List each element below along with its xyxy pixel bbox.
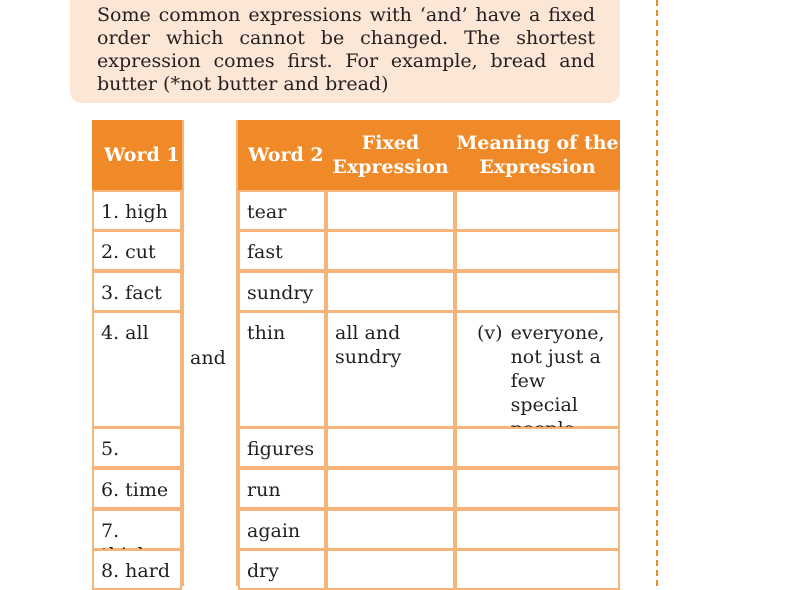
meaning-content (477, 321, 611, 441)
table-cell-word1 (92, 468, 182, 509)
table-cell-fixed[interactable] (326, 549, 455, 590)
instruction-note-text: Some common expressions with ‘and’ have a fixed order which cannot be changed. The shortest expression comes first. For example, bread and butter (*not butter and bread) (97, 4, 595, 95)
header-word1: Word 1 (92, 120, 182, 190)
table-cell-word2 (238, 509, 326, 550)
header-fixed-expression: Fixed Expression (326, 120, 455, 190)
meaning-text: everyone, not just a few special (510, 322, 605, 416)
table-cell-word1 (92, 311, 182, 428)
table-cell-fixed[interactable] (326, 271, 455, 312)
cell-text: fast (247, 241, 283, 263)
table-cell-fixed[interactable] (326, 468, 455, 509)
table-cell-word2 (238, 190, 326, 231)
cell-text: 3. fact (101, 282, 162, 304)
cell-text: figures (247, 438, 315, 460)
table-cell-word2 (238, 468, 326, 509)
page-margin-dashed-line (656, 0, 658, 586)
cell-text: again (247, 520, 301, 542)
table-cell-fixed[interactable] (326, 230, 455, 271)
table-cell-word1 (92, 230, 182, 271)
connector-and: and (190, 347, 226, 369)
header-meaning: Meaning of the Expression (455, 120, 620, 190)
cell-text: 6. time (101, 479, 169, 501)
table-cell-word2 (238, 271, 326, 312)
meaning-part-of-speech: (v) (477, 322, 503, 344)
table-cell-fixed[interactable] (326, 427, 455, 468)
table-cell-word1 (92, 509, 182, 550)
cell-text: 7. (101, 520, 120, 542)
cell-text: all and sundry (335, 322, 402, 368)
cell-text: 8. hard (101, 560, 170, 582)
table-cell-word2 (238, 311, 326, 428)
header-word2: Word 2 (238, 120, 326, 190)
table-cell-word1 (92, 190, 182, 231)
table-cell-word2 (238, 427, 326, 468)
table-cell-meaning[interactable] (455, 311, 620, 428)
table-cell-meaning[interactable] (455, 190, 620, 231)
cell-text: 1. high (101, 201, 168, 223)
table-cell-fixed[interactable] (326, 311, 455, 428)
cell-text: thin (247, 322, 286, 344)
table-cell-fixed[interactable] (326, 190, 455, 231)
table-cell-word1 (92, 271, 182, 312)
table-cell-fixed[interactable] (326, 509, 455, 550)
cell-text: dry (247, 560, 279, 582)
cell-text: 2. cut (101, 241, 156, 263)
cell-text: sundry (247, 282, 314, 304)
table-cell-meaning[interactable] (455, 509, 620, 550)
table-cell-meaning[interactable] (455, 468, 620, 509)
table-cell-word1 (92, 427, 182, 468)
table-cell-meaning[interactable] (455, 230, 620, 271)
table-cell-word2 (238, 549, 326, 590)
table-cell-meaning[interactable] (455, 271, 620, 312)
table-cell-meaning[interactable] (455, 549, 620, 590)
cell-text: 4. all (101, 322, 149, 344)
table-cell-word2 (238, 230, 326, 271)
cell-text: tear (247, 201, 287, 223)
table-cell-word1 (92, 549, 182, 590)
cell-text: 5. (101, 438, 120, 460)
table-cell-meaning[interactable] (455, 427, 620, 468)
cell-text: run (247, 479, 281, 501)
